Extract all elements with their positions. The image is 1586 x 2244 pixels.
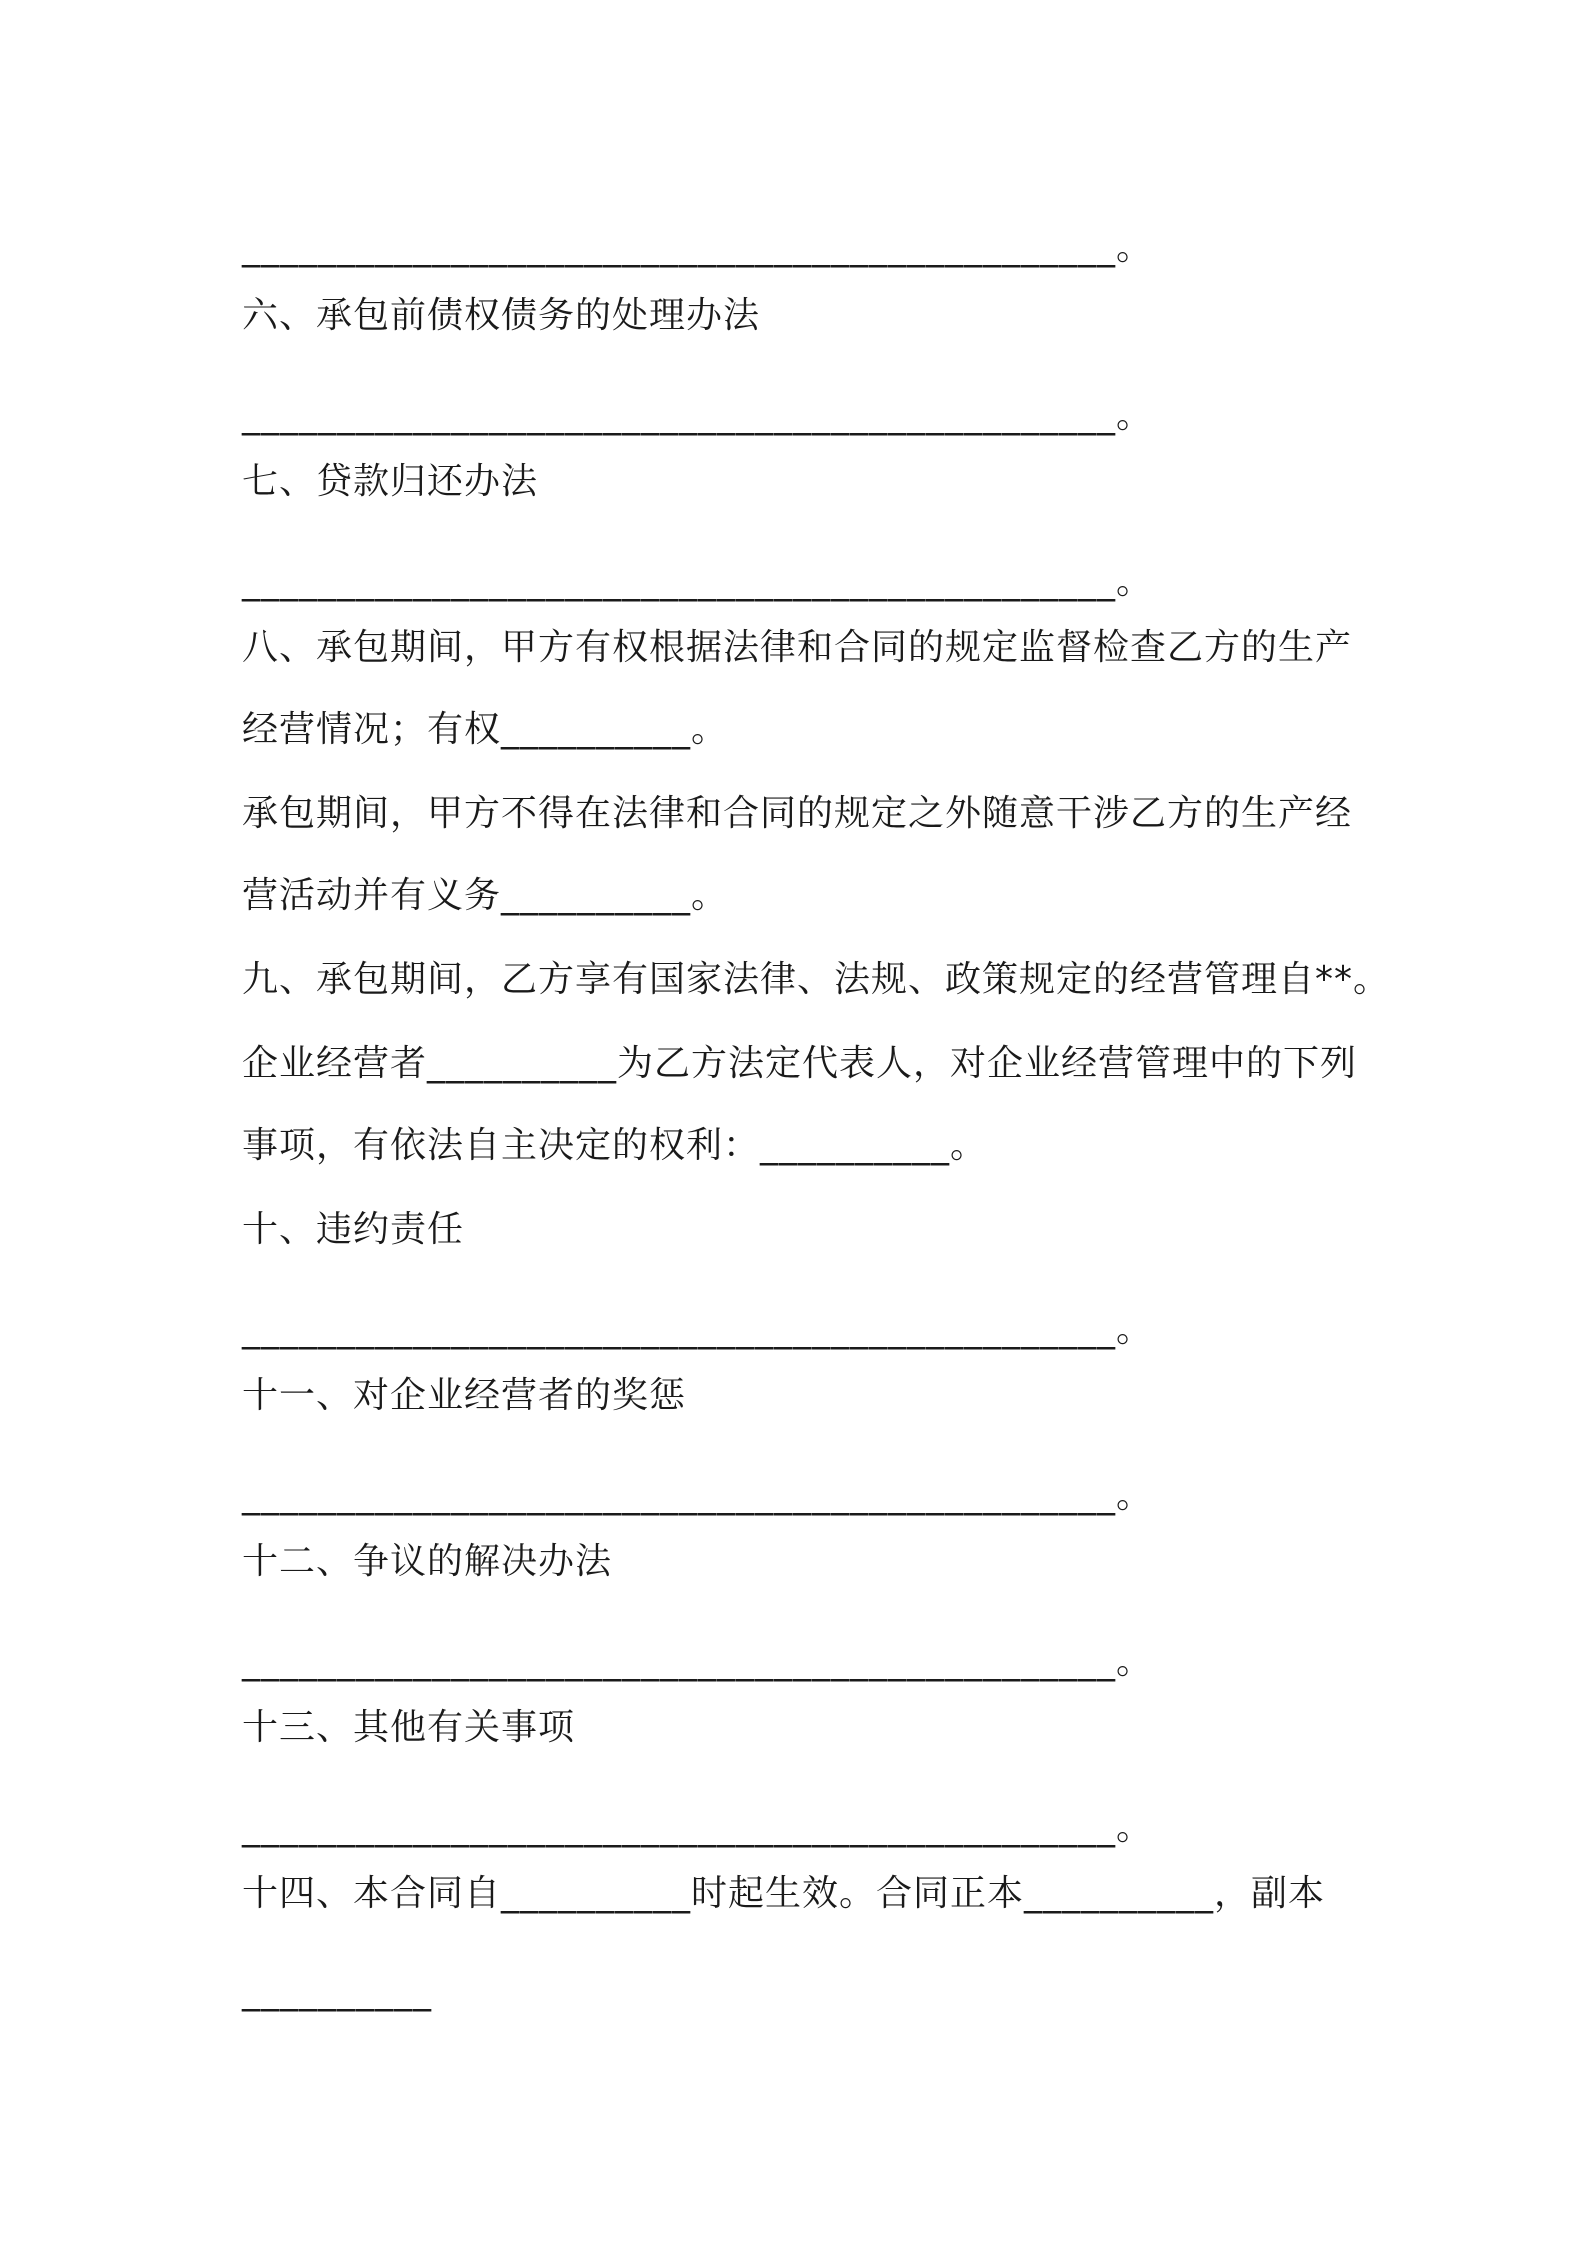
clause-8-line-1: 八、承包期间，甲方有权根据法律和合同的规定监督检查乙方的生产 xyxy=(242,627,1353,668)
clause-7-heading: 七、贷款归还办法 xyxy=(242,461,539,502)
clause-11-heading: 十一、对企业经营者的奖惩 xyxy=(242,1375,687,1416)
blank-line-6: ______________________________________________。 xyxy=(242,395,1153,436)
clause-14-line-2: __________ xyxy=(242,1971,432,2012)
blank-line-13: ______________________________________________。 xyxy=(242,1807,1153,1848)
clause-6-heading: 六、承包前债权债务的处理办法 xyxy=(242,295,761,336)
clause-10-heading: 十、违约责任 xyxy=(242,1209,465,1250)
blank-line-11: ______________________________________________。 xyxy=(242,1475,1153,1516)
clause-13-heading: 十三、其他有关事项 xyxy=(242,1707,576,1748)
clause-9-line-1: 九、承包期间，乙方享有国家法律、法规、政策规定的经营管理自**。 xyxy=(242,959,1391,1000)
clause-9-line-2: 企业经营者__________为乙方法定代表人，对企业经营管理中的下列 xyxy=(242,1043,1358,1084)
blank-line-10: ______________________________________________。 xyxy=(242,1309,1153,1350)
blank-line-5: ______________________________________________。 xyxy=(242,227,1153,268)
blank-line-7: ______________________________________________。 xyxy=(242,561,1153,602)
clause-8-line-2: 经营情况；有权__________。 xyxy=(242,709,729,750)
clause-12-heading: 十二、争议的解决办法 xyxy=(242,1541,613,1582)
clause-14-line-1: 十四、本合同自__________时起生效。合同正本__________，副本 xyxy=(242,1873,1326,1914)
clause-8-line-3: 承包期间，甲方不得在法律和合同的规定之外随意干涉乙方的生产经 xyxy=(242,793,1353,834)
clause-9-line-3: 事项，有依法自主决定的权利：__________。 xyxy=(242,1125,988,1166)
blank-line-12: ______________________________________________。 xyxy=(242,1641,1153,1682)
clause-8-line-4: 营活动并有义务__________。 xyxy=(242,875,729,916)
